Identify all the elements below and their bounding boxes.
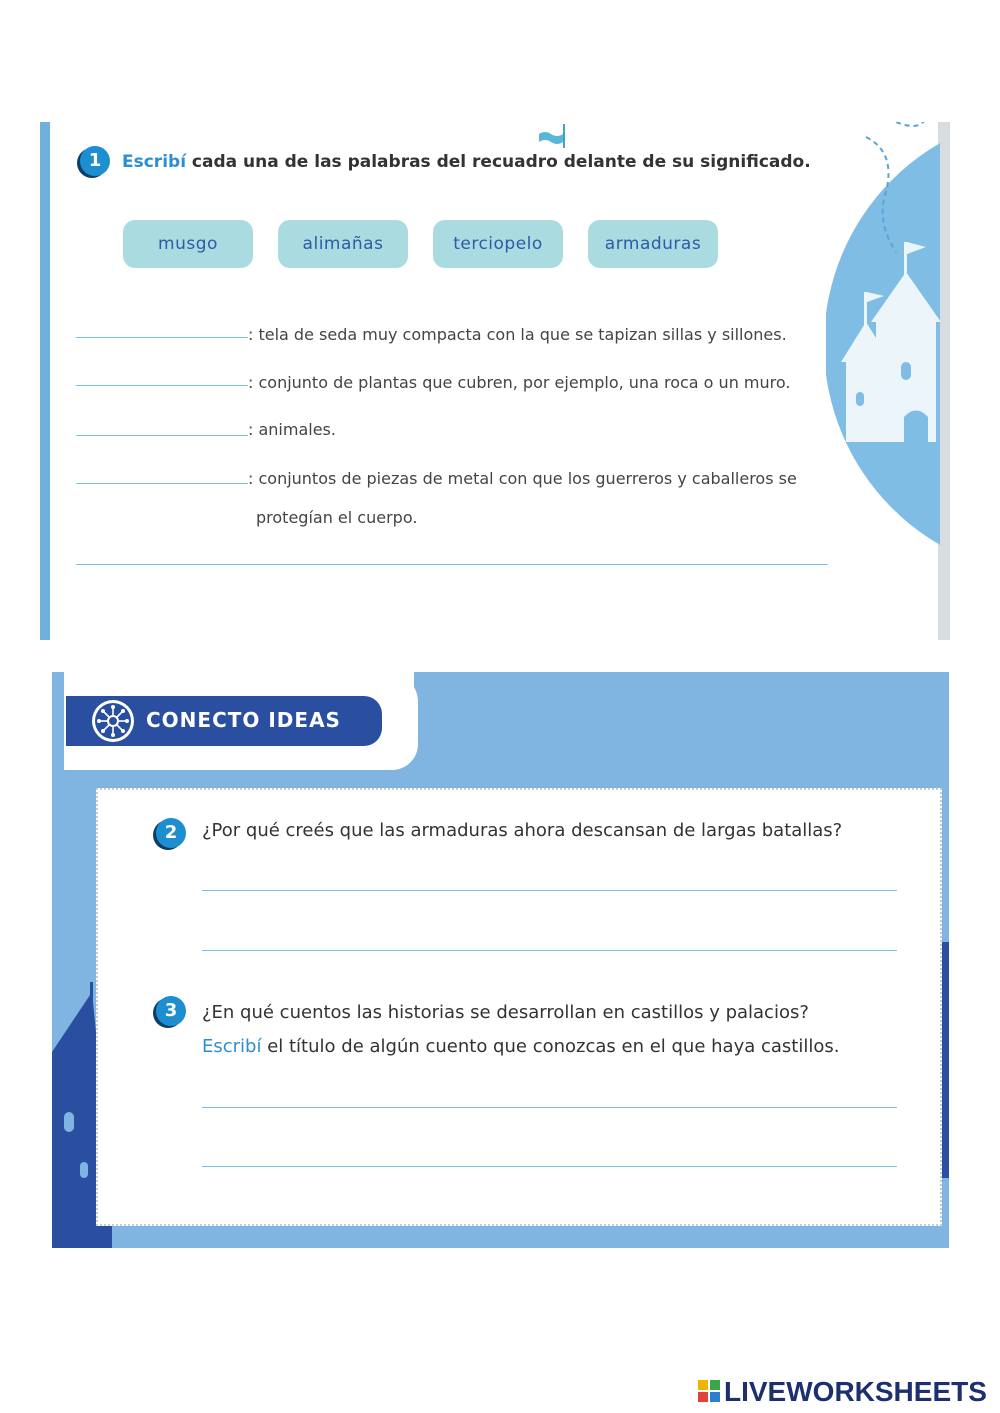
questions-card [96, 788, 942, 1226]
connect-ideas-icon [90, 698, 136, 744]
question-2-text: ¿Por qué creés que las armaduras ahora descansan de largas batallas? [202, 820, 843, 841]
word-chip-musgo[interactable]: musgo [123, 220, 253, 268]
conecto-ideas-panel [52, 672, 949, 1248]
definition-4-continued: protegían el cuerpo. [256, 508, 418, 527]
right-strip [942, 942, 949, 1178]
definition-3: : animales. [248, 420, 336, 439]
divider-line [76, 564, 828, 565]
instruction-verb: Escribí [122, 152, 187, 172]
answer-blank-3[interactable] [76, 435, 248, 436]
instruction-text: cada una de las palabras del recuadro delante de su significado. [186, 152, 811, 172]
answer-blank-4[interactable] [76, 483, 248, 484]
question-3-line-2 [202, 1036, 839, 1057]
section-title: CONECTO IDEAS [146, 708, 341, 732]
word-chip-terciopelo[interactable]: terciopelo [433, 220, 563, 268]
word-chip-armaduras[interactable]: armaduras [588, 220, 718, 268]
flag-icon [537, 124, 569, 150]
question-3-rest: el título de algún cuento que conozcas en el que haya castillos. [261, 1036, 840, 1057]
exercise-number-badge: 1 [80, 146, 110, 176]
left-accent-bar [40, 122, 50, 640]
answer-line-q2-1[interactable] [202, 890, 897, 891]
definition-4: : conjuntos de piezas de metal con que los guerreros y caballeros se [248, 469, 797, 488]
definition-1: : tela de seda muy compacta con la que se tapizan sillas y sillones. [248, 325, 787, 344]
question-3-line-1: ¿En qué cuentos las historias se desarrollan en castillos y palacios? [202, 1002, 809, 1023]
answer-blank-2[interactable] [76, 385, 248, 386]
castle-illustration [826, 122, 940, 640]
word-chip-alimanas[interactable]: alimañas [278, 220, 408, 268]
answer-line-q2-2[interactable] [202, 950, 897, 951]
answer-line-q3-1[interactable] [202, 1107, 897, 1108]
question-2-badge: 2 [156, 818, 186, 848]
question-3-verb: Escribí [202, 1036, 262, 1057]
answer-blank-1[interactable] [76, 337, 248, 338]
castle-decoration [826, 122, 940, 640]
exercise-1-instruction [122, 152, 811, 172]
liveworksheets-logo-text: LIVEWORKSHEETS [724, 1376, 987, 1407]
definition-2: : conjunto de plantas que cubren, por ejemplo, una roca o un muro. [248, 373, 791, 392]
liveworksheets-logo-icon [698, 1380, 720, 1402]
question-3-badge: 3 [156, 996, 186, 1026]
answer-line-q3-2[interactable] [202, 1166, 897, 1167]
